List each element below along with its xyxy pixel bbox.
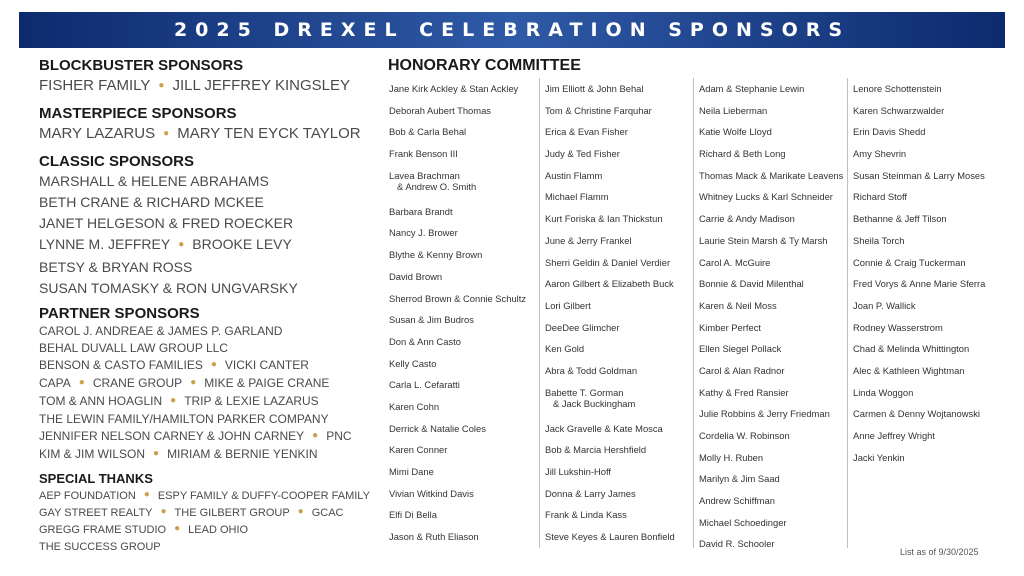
sponsor-line — [39, 488, 374, 505]
honorary-member: David Brown — [389, 270, 443, 282]
honorary-member: Susan & Jim Budros — [389, 314, 474, 326]
separator-dot-icon: ● — [174, 523, 181, 534]
sponsor-name: MIRIAM & BERNIE YENKIN — [167, 447, 318, 461]
sponsor-name: LEAD OHIO — [188, 524, 249, 536]
honorary-member: Karen & Neil Moss — [699, 299, 777, 311]
sponsor-line — [39, 234, 374, 257]
honorary-member: Fred Vorys & Anne Marie Sferra — [853, 278, 986, 290]
honorary-member: Erica & Evan Fisher — [545, 126, 628, 138]
honorary-member: Jane Kirk Ackley & Stan Ackley — [389, 83, 519, 94]
honorary-member: Kathy & Fred Ransier — [699, 386, 789, 398]
honorary-member: Marilyn & Jim Saad — [699, 473, 780, 485]
honorary-member: Carol & Alan Radnor — [699, 364, 785, 376]
honorary-member-line: Lavea Brachman — [389, 169, 460, 181]
honorary-member: Whitney Lucks & Karl Schneider — [699, 191, 833, 203]
honorary-member — [545, 382, 693, 418]
sponsor-line — [39, 428, 374, 446]
sponsor-name: GAY STREET REALTY — [39, 507, 153, 519]
honorary-member: Kelly Casto — [389, 357, 437, 369]
honorary-member: Abra & Todd Goldman — [545, 364, 638, 376]
honorary-member: Frank Benson III — [389, 148, 458, 160]
honorary-column — [694, 78, 848, 548]
tier-heading: CLASSIC SPONSORS — [39, 153, 195, 170]
sponsor-name: JANET HELGESON & FRED ROECKER — [39, 215, 294, 231]
honorary-member: Cordelia W. Robinson — [699, 430, 790, 441]
separator-dot-icon: ● — [297, 506, 304, 517]
honorary-member: DeeDee Glimcher — [545, 321, 620, 333]
honorary-member: Frank & Linda Kass — [545, 509, 627, 521]
honorary-member: Joan P. Wallick — [853, 299, 916, 311]
sponsor-name: FISHER FAMILY — [39, 77, 151, 94]
honorary-member: Austin Flamm — [545, 169, 603, 181]
honorary-member — [389, 165, 539, 201]
sponsor-name: LYNNE M. JEFFREY — [39, 236, 171, 252]
honorary-member: Carmen & Denny Wojtanowski — [853, 408, 980, 420]
separator-dot-icon: ● — [312, 430, 319, 441]
tier-masterpiece — [39, 105, 374, 147]
honorary-member: Julie Robbins & Jerry Friedman — [699, 408, 830, 420]
honorary-member: Rodney Wasserstrom — [853, 321, 943, 333]
honorary-member: Karen Cohn — [389, 400, 440, 412]
sponsor-name: CAROL J. ANDREAE & JAMES P. GARLAND — [39, 324, 283, 338]
honorary-member: Aaron Gilbert & Elizabeth Buck — [545, 278, 674, 290]
separator-dot-icon: ● — [143, 489, 150, 500]
honorary-member: Richard Stoff — [853, 191, 908, 203]
sponsor-name: GCAC — [311, 507, 344, 519]
sponsor-line — [39, 393, 374, 411]
sponsor-name: TRIP & LEXIE LAZARUS — [184, 394, 319, 408]
honorary-member: Mimi Dane — [389, 466, 434, 477]
honorary-column — [540, 78, 694, 548]
sponsor-name: THE SUCCESS GROUP — [39, 541, 161, 553]
separator-dot-icon: ● — [170, 395, 177, 406]
honorary-member: June & Jerry Frankel — [545, 234, 632, 246]
honorary-member: Bethanne & Jeff Tilson — [853, 213, 947, 225]
sponsor-name: THE LEWIN FAMILY/HAMILTON PARKER COMPANY — [39, 412, 329, 426]
list-date-footnote: List as of 9/30/2025 — [900, 547, 979, 557]
honorary-committee-heading: HONORARY COMMITTEE — [388, 57, 581, 74]
honorary-member: Nancy J. Brower — [389, 227, 458, 239]
tier-blockbuster — [39, 57, 374, 99]
honorary-member-line: & Jack Buckingham — [553, 397, 636, 409]
tier-heading: SPECIAL THANKS — [39, 471, 153, 486]
sponsor-name: GREGG FRAME STUDIO — [39, 524, 167, 536]
honorary-member: Jason & Ruth Eliason — [389, 531, 479, 543]
sponsor-name: ESPY FAMILY & DUFFY-COOPER FAMILY — [157, 490, 370, 502]
honorary-member: Vivian Witkind Davis — [389, 487, 474, 499]
honorary-member: Kimber Perfect — [699, 321, 761, 333]
honorary-member: Tom & Christine Farquhar — [545, 104, 652, 116]
honorary-member: Susan Steinman & Larry Moses — [853, 169, 985, 181]
honorary-member: Neila Lieberman — [699, 104, 768, 116]
honorary-member: Thomas Mack & Marikate Leavens — [699, 169, 844, 181]
honorary-member: Elfi Di Bella — [389, 509, 437, 521]
honorary-member: Jacki Yenkin — [853, 451, 905, 463]
honorary-member: Laurie Stein Marsh & Ty Marsh — [699, 234, 828, 246]
sponsor-name: MARY LAZARUS — [39, 125, 156, 142]
sponsor-name: BEHAL DUVALL LAW GROUP LLC — [39, 341, 228, 355]
honorary-member: Jill Lukshin-Hoff — [545, 466, 612, 477]
sponsor-name: CRANE GROUP — [92, 376, 183, 390]
sponsor-line — [39, 192, 374, 213]
honorary-member: Andrew Schiffman — [699, 495, 775, 507]
honorary-member: Bob & Marcia Hershfield — [545, 444, 647, 456]
sponsor-line — [39, 323, 374, 340]
honorary-member: Jim Elliott & John Behal — [545, 83, 644, 94]
sponsor-line — [39, 375, 374, 393]
honorary-member: Lori Gilbert — [545, 299, 591, 311]
honorary-member: Carla L. Cefaratti — [389, 379, 460, 391]
sponsor-line — [39, 446, 374, 464]
honorary-member: Alec & Kathleen Wightman — [853, 364, 965, 376]
sponsor-name: THE GILBERT GROUP — [174, 507, 290, 519]
honorary-member: Lenore Schottenstein — [853, 83, 942, 94]
sponsor-name: SUSAN TOMASKY & RON UNGVARSKY — [39, 280, 298, 296]
honorary-member: Steve Keyes & Lauren Bonfield — [545, 531, 675, 543]
honorary-member: Kurt Foriska & Ian Thickstun — [545, 213, 663, 225]
sponsor-name: KIM & JIM WILSON — [39, 447, 146, 461]
sponsor-name: BETSY & BRYAN ROSS — [39, 259, 193, 275]
sponsor-name: BETH CRANE & RICHARD MCKEE — [39, 194, 264, 210]
honorary-member: Judy & Ted Fisher — [545, 148, 620, 160]
honorary-committee-columns — [386, 78, 1002, 548]
sponsor-name: JILL JEFFREY KINGSLEY — [172, 77, 351, 94]
honorary-member: Ken Gold — [545, 343, 585, 355]
honorary-member: Donna & Larry James — [545, 487, 636, 499]
title-banner — [19, 12, 1005, 48]
honorary-member: Anne Jeffrey Wright — [853, 430, 935, 441]
honorary-member: Sherri Geldin & Daniel Verdier — [545, 256, 671, 268]
sponsor-name: AEP FOUNDATION — [39, 490, 136, 502]
sponsor-name: TOM & ANN HOAGLIN — [39, 394, 163, 408]
separator-dot-icon: ● — [163, 128, 170, 139]
honorary-member: Richard & Beth Long — [699, 148, 786, 160]
sponsor-line — [39, 340, 374, 357]
separator-dot-icon: ● — [158, 80, 165, 91]
honorary-member: Linda Woggon — [853, 386, 914, 398]
sponsor-line — [39, 123, 374, 147]
sponsor-line — [39, 505, 374, 522]
honorary-member: Michael Schoedinger — [699, 516, 787, 528]
tier-classic — [39, 153, 374, 299]
sponsor-name: BROOKE LEVY — [192, 236, 292, 252]
honorary-member: Sheila Torch — [853, 234, 905, 246]
separator-dot-icon: ● — [190, 377, 197, 388]
sponsor-name: MARY TEN EYCK TAYLOR — [177, 125, 361, 142]
honorary-member: Karen Conner — [389, 444, 448, 456]
honorary-member: Molly H. Ruben — [699, 451, 764, 463]
separator-dot-icon: ● — [78, 377, 85, 388]
separator-dot-icon: ● — [210, 359, 217, 370]
honorary-member: Bob & Carla Behal — [389, 126, 467, 138]
sponsor-name: MIKE & PAIGE CRANE — [204, 376, 330, 390]
honorary-member: Deborah Aubert Thomas — [389, 104, 491, 116]
sponsor-tiers — [39, 57, 374, 561]
sponsor-name: PNC — [326, 429, 352, 443]
tier-heading: BLOCKBUSTER SPONSORS — [39, 57, 244, 74]
sponsor-name: BENSON & CASTO FAMILIES — [39, 358, 203, 372]
honorary-member: Connie & Craig Tuckerman — [853, 256, 966, 268]
honorary-member: Carol A. McGuire — [699, 256, 771, 268]
sponsor-line — [39, 75, 374, 99]
honorary-member: Adam & Stephanie Lewin — [699, 83, 805, 94]
separator-dot-icon: ● — [153, 448, 160, 459]
tier-heading: MASTERPIECE SPONSORS — [39, 105, 237, 122]
sponsor-name: CAPA — [39, 376, 71, 390]
sponsor-line — [39, 171, 374, 192]
sponsor-line — [39, 539, 374, 555]
honorary-member: Barbara Brandt — [389, 205, 453, 217]
honorary-member: Don & Ann Casto — [389, 335, 461, 347]
sponsor-line — [39, 278, 374, 299]
honorary-member: Ellen Siegel Pollack — [699, 343, 782, 355]
honorary-column — [386, 78, 540, 548]
tier-heading: PARTNER SPONSORS — [39, 305, 200, 322]
honorary-member: Michael Flamm — [545, 191, 609, 203]
separator-dot-icon: ● — [160, 506, 167, 517]
separator-dot-icon: ● — [178, 239, 185, 250]
honorary-member: Sherrod Brown & Connie Schultz — [389, 292, 527, 304]
honorary-member: Carrie & Andy Madison — [699, 213, 795, 225]
sponsor-name: VICKI CANTER — [224, 358, 309, 372]
honorary-member: Chad & Melinda Whittington — [853, 343, 970, 355]
sponsor-line — [39, 213, 374, 234]
honorary-column — [848, 78, 1002, 548]
honorary-member: Katie Wolfe Lloyd — [699, 126, 772, 138]
honorary-member: Derrick & Natalie Coles — [389, 422, 486, 434]
sponsor-name: MARSHALL & HELENE ABRAHAMS — [39, 173, 269, 189]
honorary-member: David R. Schooler — [699, 538, 775, 550]
sponsor-name: JENNIFER NELSON CARNEY & JOHN CARNEY — [39, 429, 305, 443]
honorary-member: Amy Shevrin — [853, 148, 907, 160]
tier-partner — [39, 305, 374, 464]
tier-special — [39, 470, 374, 555]
honorary-member: Blythe & Kenny Brown — [389, 249, 483, 261]
honorary-member-line: & Andrew O. Smith — [397, 180, 477, 192]
honorary-member-line: Babette T. Gorman — [545, 386, 624, 398]
sponsor-line — [39, 357, 374, 375]
honorary-member: Bonnie & David Milenthal — [699, 278, 804, 290]
sponsor-line — [39, 411, 374, 428]
honorary-member: Karen Schwarzwalder — [853, 104, 945, 116]
sponsor-line — [39, 522, 374, 539]
banner-title: 2025 DREXEL CELEBRATION SPONSORS — [173, 19, 851, 41]
honorary-member: Erin Davis Shedd — [853, 126, 926, 138]
sponsor-line — [39, 257, 374, 278]
honorary-member: Jack Gravelle & Kate Mosca — [545, 422, 663, 434]
